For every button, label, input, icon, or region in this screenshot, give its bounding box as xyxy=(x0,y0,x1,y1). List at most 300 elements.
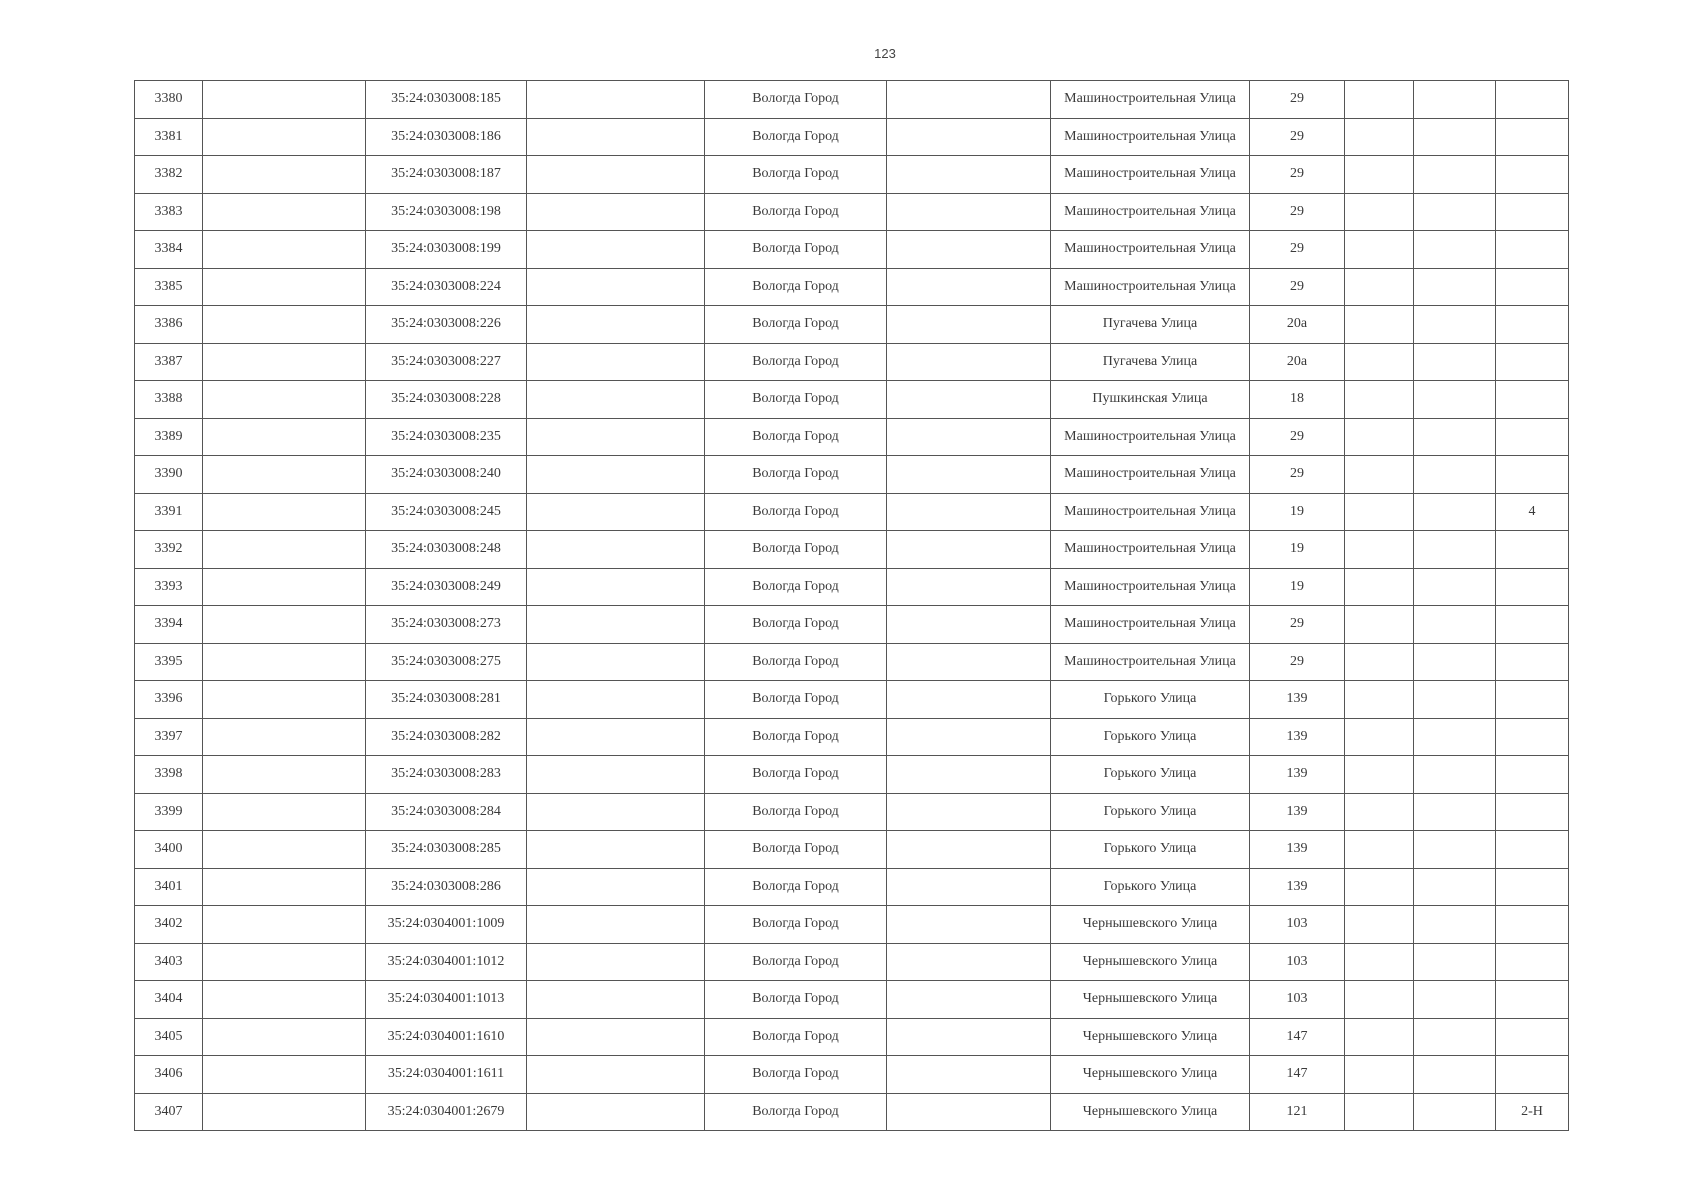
empty-cell xyxy=(1345,831,1414,869)
empty-cell xyxy=(527,1093,705,1131)
apartment-cell xyxy=(1496,756,1569,794)
table-row xyxy=(135,193,1569,231)
settlement-cell: Вологда Город xyxy=(705,118,887,156)
empty-cell xyxy=(887,156,1051,194)
cadastral-number-cell: 35:24:0303008:199 xyxy=(366,231,527,269)
house-number-cell: 29 xyxy=(1250,456,1345,494)
house-number-cell: 19 xyxy=(1250,531,1345,569)
settlement-cell: Вологда Город xyxy=(705,606,887,644)
cadastral-number-cell: 35:24:0303008:286 xyxy=(366,868,527,906)
empty-cell xyxy=(1345,268,1414,306)
settlement-cell: Вологда Город xyxy=(705,756,887,794)
empty-cell xyxy=(203,531,366,569)
row-number-cell: 3395 xyxy=(135,643,203,681)
house-number-cell: 29 xyxy=(1250,118,1345,156)
empty-cell xyxy=(527,381,705,419)
row-number-cell: 3399 xyxy=(135,793,203,831)
empty-cell xyxy=(203,981,366,1019)
cadastral-number-cell: 35:24:0303008:224 xyxy=(366,268,527,306)
empty-cell xyxy=(1414,568,1496,606)
empty-cell xyxy=(527,681,705,719)
street-cell: Горького Улица xyxy=(1051,868,1250,906)
house-number-cell: 103 xyxy=(1250,943,1345,981)
cadastral-number-cell: 35:24:0303008:282 xyxy=(366,718,527,756)
empty-cell xyxy=(527,793,705,831)
street-cell: Машиностроительная Улица xyxy=(1051,418,1250,456)
table-row xyxy=(135,306,1569,344)
cadastral-number-cell: 35:24:0304001:1012 xyxy=(366,943,527,981)
empty-cell xyxy=(1345,381,1414,419)
empty-cell xyxy=(203,681,366,719)
empty-cell xyxy=(203,1093,366,1131)
row-number-cell: 3389 xyxy=(135,418,203,456)
street-cell: Машиностроительная Улица xyxy=(1051,231,1250,269)
house-number-cell: 139 xyxy=(1250,868,1345,906)
settlement-cell: Вологда Город xyxy=(705,493,887,531)
row-number-cell: 3391 xyxy=(135,493,203,531)
empty-cell xyxy=(1345,1018,1414,1056)
empty-cell xyxy=(203,456,366,494)
registry-table xyxy=(134,80,1569,1131)
empty-cell xyxy=(1414,1018,1496,1056)
cadastral-number-cell: 35:24:0303008:273 xyxy=(366,606,527,644)
cadastral-number-cell: 35:24:0303008:249 xyxy=(366,568,527,606)
empty-cell xyxy=(527,343,705,381)
empty-cell xyxy=(1345,643,1414,681)
street-cell: Машиностроительная Улица xyxy=(1051,493,1250,531)
settlement-cell: Вологда Город xyxy=(705,343,887,381)
empty-cell xyxy=(527,756,705,794)
empty-cell xyxy=(1345,793,1414,831)
row-number-cell: 3380 xyxy=(135,81,203,119)
street-cell: Горького Улица xyxy=(1051,831,1250,869)
row-number-cell: 3381 xyxy=(135,118,203,156)
empty-cell xyxy=(887,1018,1051,1056)
house-number-cell: 103 xyxy=(1250,906,1345,944)
page-number: 123 xyxy=(874,46,896,61)
apartment-cell xyxy=(1496,981,1569,1019)
empty-cell xyxy=(203,343,366,381)
table-row xyxy=(135,531,1569,569)
empty-cell xyxy=(1345,606,1414,644)
house-number-cell: 147 xyxy=(1250,1056,1345,1094)
empty-cell xyxy=(203,156,366,194)
empty-cell xyxy=(887,1093,1051,1131)
settlement-cell: Вологда Город xyxy=(705,1018,887,1056)
street-cell: Горького Улица xyxy=(1051,793,1250,831)
street-cell: Чернышевского Улица xyxy=(1051,981,1250,1019)
empty-cell xyxy=(527,868,705,906)
apartment-cell xyxy=(1496,643,1569,681)
empty-cell xyxy=(1345,681,1414,719)
empty-cell xyxy=(887,81,1051,119)
house-number-cell: 20а xyxy=(1250,343,1345,381)
row-number-cell: 3404 xyxy=(135,981,203,1019)
empty-cell xyxy=(1345,456,1414,494)
table-row xyxy=(135,793,1569,831)
street-cell: Машиностроительная Улица xyxy=(1051,193,1250,231)
empty-cell xyxy=(887,268,1051,306)
row-number-cell: 3393 xyxy=(135,568,203,606)
house-number-cell: 147 xyxy=(1250,1018,1345,1056)
empty-cell xyxy=(1345,118,1414,156)
empty-cell xyxy=(887,943,1051,981)
empty-cell xyxy=(1414,831,1496,869)
street-cell: Чернышевского Улица xyxy=(1051,906,1250,944)
empty-cell xyxy=(887,981,1051,1019)
apartment-cell xyxy=(1496,1056,1569,1094)
house-number-cell: 29 xyxy=(1250,231,1345,269)
empty-cell xyxy=(1414,531,1496,569)
empty-cell xyxy=(203,943,366,981)
cadastral-number-cell: 35:24:0303008:283 xyxy=(366,756,527,794)
empty-cell xyxy=(1414,606,1496,644)
empty-cell xyxy=(1414,231,1496,269)
apartment-cell xyxy=(1496,868,1569,906)
empty-cell xyxy=(527,1056,705,1094)
table-row xyxy=(135,268,1569,306)
empty-cell xyxy=(1414,718,1496,756)
table-row xyxy=(135,456,1569,494)
row-number-cell: 3400 xyxy=(135,831,203,869)
row-number-cell: 3383 xyxy=(135,193,203,231)
apartment-cell: 4 xyxy=(1496,493,1569,531)
empty-cell xyxy=(1414,306,1496,344)
apartment-cell xyxy=(1496,568,1569,606)
row-number-cell: 3407 xyxy=(135,1093,203,1131)
street-cell: Машиностроительная Улица xyxy=(1051,156,1250,194)
street-cell: Чернышевского Улица xyxy=(1051,1056,1250,1094)
empty-cell xyxy=(1345,193,1414,231)
table-row xyxy=(135,643,1569,681)
settlement-cell: Вологда Город xyxy=(705,943,887,981)
empty-cell xyxy=(887,456,1051,494)
row-number-cell: 3392 xyxy=(135,531,203,569)
apartment-cell xyxy=(1496,906,1569,944)
house-number-cell: 19 xyxy=(1250,568,1345,606)
table-row xyxy=(135,493,1569,531)
cadastral-number-cell: 35:24:0303008:248 xyxy=(366,531,527,569)
table-row xyxy=(135,381,1569,419)
empty-cell xyxy=(1345,156,1414,194)
empty-cell xyxy=(887,756,1051,794)
settlement-cell: Вологда Город xyxy=(705,568,887,606)
empty-cell xyxy=(1414,906,1496,944)
empty-cell xyxy=(1345,943,1414,981)
empty-cell xyxy=(527,531,705,569)
empty-cell xyxy=(1345,343,1414,381)
settlement-cell: Вологда Город xyxy=(705,156,887,194)
apartment-cell xyxy=(1496,456,1569,494)
empty-cell xyxy=(203,906,366,944)
empty-cell xyxy=(527,456,705,494)
table-row xyxy=(135,831,1569,869)
table-row xyxy=(135,156,1569,194)
empty-cell xyxy=(1414,193,1496,231)
settlement-cell: Вологда Город xyxy=(705,981,887,1019)
empty-cell xyxy=(1345,531,1414,569)
table-row xyxy=(135,118,1569,156)
empty-cell xyxy=(527,981,705,1019)
empty-cell xyxy=(203,493,366,531)
settlement-cell: Вологда Город xyxy=(705,193,887,231)
apartment-cell xyxy=(1496,81,1569,119)
row-number-cell: 3387 xyxy=(135,343,203,381)
table-row xyxy=(135,1018,1569,1056)
row-number-cell: 3401 xyxy=(135,868,203,906)
empty-cell xyxy=(527,493,705,531)
settlement-cell: Вологда Город xyxy=(705,1093,887,1131)
table-row xyxy=(135,343,1569,381)
empty-cell xyxy=(527,156,705,194)
house-number-cell: 29 xyxy=(1250,643,1345,681)
empty-cell xyxy=(1414,268,1496,306)
empty-cell xyxy=(1345,981,1414,1019)
empty-cell xyxy=(203,1056,366,1094)
house-number-cell: 139 xyxy=(1250,718,1345,756)
empty-cell xyxy=(887,531,1051,569)
empty-cell xyxy=(1414,1093,1496,1131)
table-row xyxy=(135,231,1569,269)
street-cell: Горького Улица xyxy=(1051,718,1250,756)
empty-cell xyxy=(1414,793,1496,831)
house-number-cell: 19 xyxy=(1250,493,1345,531)
empty-cell xyxy=(203,118,366,156)
cadastral-number-cell: 35:24:0304001:1009 xyxy=(366,906,527,944)
cadastral-number-cell: 35:24:0303008:281 xyxy=(366,681,527,719)
apartment-cell xyxy=(1496,231,1569,269)
row-number-cell: 3405 xyxy=(135,1018,203,1056)
empty-cell xyxy=(527,418,705,456)
apartment-cell xyxy=(1496,193,1569,231)
row-number-cell: 3396 xyxy=(135,681,203,719)
empty-cell xyxy=(887,793,1051,831)
apartment-cell xyxy=(1496,793,1569,831)
empty-cell xyxy=(527,831,705,869)
empty-cell xyxy=(203,718,366,756)
empty-cell xyxy=(887,906,1051,944)
cadastral-number-cell: 35:24:0303008:228 xyxy=(366,381,527,419)
cadastral-number-cell: 35:24:0303008:186 xyxy=(366,118,527,156)
apartment-cell xyxy=(1496,156,1569,194)
street-cell: Чернышевского Улица xyxy=(1051,943,1250,981)
table-row xyxy=(135,568,1569,606)
street-cell: Машиностроительная Улица xyxy=(1051,118,1250,156)
empty-cell xyxy=(887,868,1051,906)
empty-cell xyxy=(887,606,1051,644)
table-row xyxy=(135,1056,1569,1094)
empty-cell xyxy=(527,568,705,606)
apartment-cell xyxy=(1496,118,1569,156)
row-number-cell: 3394 xyxy=(135,606,203,644)
table-row xyxy=(135,943,1569,981)
empty-cell xyxy=(1414,756,1496,794)
empty-cell xyxy=(1345,718,1414,756)
cadastral-number-cell: 35:24:0303008:245 xyxy=(366,493,527,531)
house-number-cell: 121 xyxy=(1250,1093,1345,1131)
empty-cell xyxy=(203,831,366,869)
cadastral-number-cell: 35:24:0304001:1013 xyxy=(366,981,527,1019)
empty-cell xyxy=(527,718,705,756)
empty-cell xyxy=(203,606,366,644)
row-number-cell: 3406 xyxy=(135,1056,203,1094)
row-number-cell: 3384 xyxy=(135,231,203,269)
street-cell: Машиностроительная Улица xyxy=(1051,531,1250,569)
row-number-cell: 3388 xyxy=(135,381,203,419)
empty-cell xyxy=(1414,381,1496,419)
empty-cell xyxy=(1345,418,1414,456)
cadastral-number-cell: 35:24:0303008:187 xyxy=(366,156,527,194)
empty-cell xyxy=(203,381,366,419)
row-number-cell: 3398 xyxy=(135,756,203,794)
empty-cell xyxy=(1414,493,1496,531)
empty-cell xyxy=(887,493,1051,531)
empty-cell xyxy=(527,606,705,644)
empty-cell xyxy=(887,193,1051,231)
empty-cell xyxy=(887,718,1051,756)
empty-cell xyxy=(1414,156,1496,194)
empty-cell xyxy=(887,568,1051,606)
empty-cell xyxy=(1414,981,1496,1019)
empty-cell xyxy=(887,418,1051,456)
empty-cell xyxy=(887,306,1051,344)
empty-cell xyxy=(527,193,705,231)
cadastral-number-cell: 35:24:0303008:275 xyxy=(366,643,527,681)
table-row xyxy=(135,906,1569,944)
house-number-cell: 139 xyxy=(1250,793,1345,831)
house-number-cell: 29 xyxy=(1250,268,1345,306)
street-cell: Пушкинская Улица xyxy=(1051,381,1250,419)
street-cell: Машиностроительная Улица xyxy=(1051,81,1250,119)
cadastral-number-cell: 35:24:0303008:285 xyxy=(366,831,527,869)
empty-cell xyxy=(1414,1056,1496,1094)
settlement-cell: Вологда Город xyxy=(705,306,887,344)
house-number-cell: 139 xyxy=(1250,831,1345,869)
empty-cell xyxy=(887,1056,1051,1094)
empty-cell xyxy=(203,1018,366,1056)
street-cell: Машиностроительная Улица xyxy=(1051,643,1250,681)
settlement-cell: Вологда Город xyxy=(705,231,887,269)
cadastral-number-cell: 35:24:0303008:198 xyxy=(366,193,527,231)
empty-cell xyxy=(1414,456,1496,494)
row-number-cell: 3386 xyxy=(135,306,203,344)
row-number-cell: 3402 xyxy=(135,906,203,944)
house-number-cell: 139 xyxy=(1250,681,1345,719)
row-number-cell: 3385 xyxy=(135,268,203,306)
apartment-cell xyxy=(1496,343,1569,381)
empty-cell xyxy=(203,268,366,306)
apartment-cell xyxy=(1496,381,1569,419)
cadastral-number-cell: 35:24:0303008:226 xyxy=(366,306,527,344)
empty-cell xyxy=(1414,418,1496,456)
settlement-cell: Вологда Город xyxy=(705,793,887,831)
apartment-cell xyxy=(1496,831,1569,869)
row-number-cell: 3390 xyxy=(135,456,203,494)
empty-cell xyxy=(203,418,366,456)
settlement-cell: Вологда Город xyxy=(705,268,887,306)
settlement-cell: Вологда Город xyxy=(705,381,887,419)
empty-cell xyxy=(887,681,1051,719)
empty-cell xyxy=(1345,493,1414,531)
empty-cell xyxy=(1414,81,1496,119)
apartment-cell xyxy=(1496,268,1569,306)
empty-cell xyxy=(203,231,366,269)
empty-cell xyxy=(1414,118,1496,156)
empty-cell xyxy=(1414,943,1496,981)
empty-cell xyxy=(203,193,366,231)
empty-cell xyxy=(203,81,366,119)
settlement-cell: Вологда Город xyxy=(705,531,887,569)
apartment-cell: 2-Н xyxy=(1496,1093,1569,1131)
street-cell: Горького Улица xyxy=(1051,681,1250,719)
empty-cell xyxy=(1345,1093,1414,1131)
house-number-cell: 18 xyxy=(1250,381,1345,419)
empty-cell xyxy=(203,568,366,606)
empty-cell xyxy=(527,118,705,156)
house-number-cell: 20а xyxy=(1250,306,1345,344)
settlement-cell: Вологда Город xyxy=(705,418,887,456)
empty-cell xyxy=(527,643,705,681)
street-cell: Машиностроительная Улица xyxy=(1051,568,1250,606)
house-number-cell: 139 xyxy=(1250,756,1345,794)
empty-cell xyxy=(887,343,1051,381)
table-row xyxy=(135,606,1569,644)
cadastral-number-cell: 35:24:0303008:284 xyxy=(366,793,527,831)
apartment-cell xyxy=(1496,606,1569,644)
empty-cell xyxy=(1414,681,1496,719)
table-row xyxy=(135,756,1569,794)
empty-cell xyxy=(203,756,366,794)
settlement-cell: Вологда Город xyxy=(705,643,887,681)
street-cell: Горького Улица xyxy=(1051,756,1250,794)
empty-cell xyxy=(1345,868,1414,906)
empty-cell xyxy=(887,118,1051,156)
empty-cell xyxy=(1414,868,1496,906)
table-row xyxy=(135,718,1569,756)
empty-cell xyxy=(527,943,705,981)
empty-cell xyxy=(527,81,705,119)
table-row xyxy=(135,418,1569,456)
empty-cell xyxy=(1345,906,1414,944)
row-number-cell: 3397 xyxy=(135,718,203,756)
apartment-cell xyxy=(1496,531,1569,569)
settlement-cell: Вологда Город xyxy=(705,681,887,719)
settlement-cell: Вологда Город xyxy=(705,906,887,944)
registry-table-body xyxy=(135,81,1569,1131)
empty-cell xyxy=(1345,81,1414,119)
empty-cell xyxy=(527,1018,705,1056)
empty-cell xyxy=(1345,231,1414,269)
empty-cell xyxy=(203,793,366,831)
cadastral-number-cell: 35:24:0304001:2679 xyxy=(366,1093,527,1131)
settlement-cell: Вологда Город xyxy=(705,831,887,869)
cadastral-number-cell: 35:24:0303008:240 xyxy=(366,456,527,494)
settlement-cell: Вологда Город xyxy=(705,1056,887,1094)
street-cell: Машиностроительная Улица xyxy=(1051,456,1250,494)
house-number-cell: 29 xyxy=(1250,418,1345,456)
cadastral-number-cell: 35:24:0303008:185 xyxy=(366,81,527,119)
settlement-cell: Вологда Город xyxy=(705,718,887,756)
empty-cell xyxy=(887,381,1051,419)
street-cell: Пугачева Улица xyxy=(1051,306,1250,344)
empty-cell xyxy=(527,306,705,344)
empty-cell xyxy=(203,643,366,681)
street-cell: Пугачева Улица xyxy=(1051,343,1250,381)
empty-cell xyxy=(1414,643,1496,681)
table-row xyxy=(135,81,1569,119)
empty-cell xyxy=(1345,1056,1414,1094)
apartment-cell xyxy=(1496,418,1569,456)
